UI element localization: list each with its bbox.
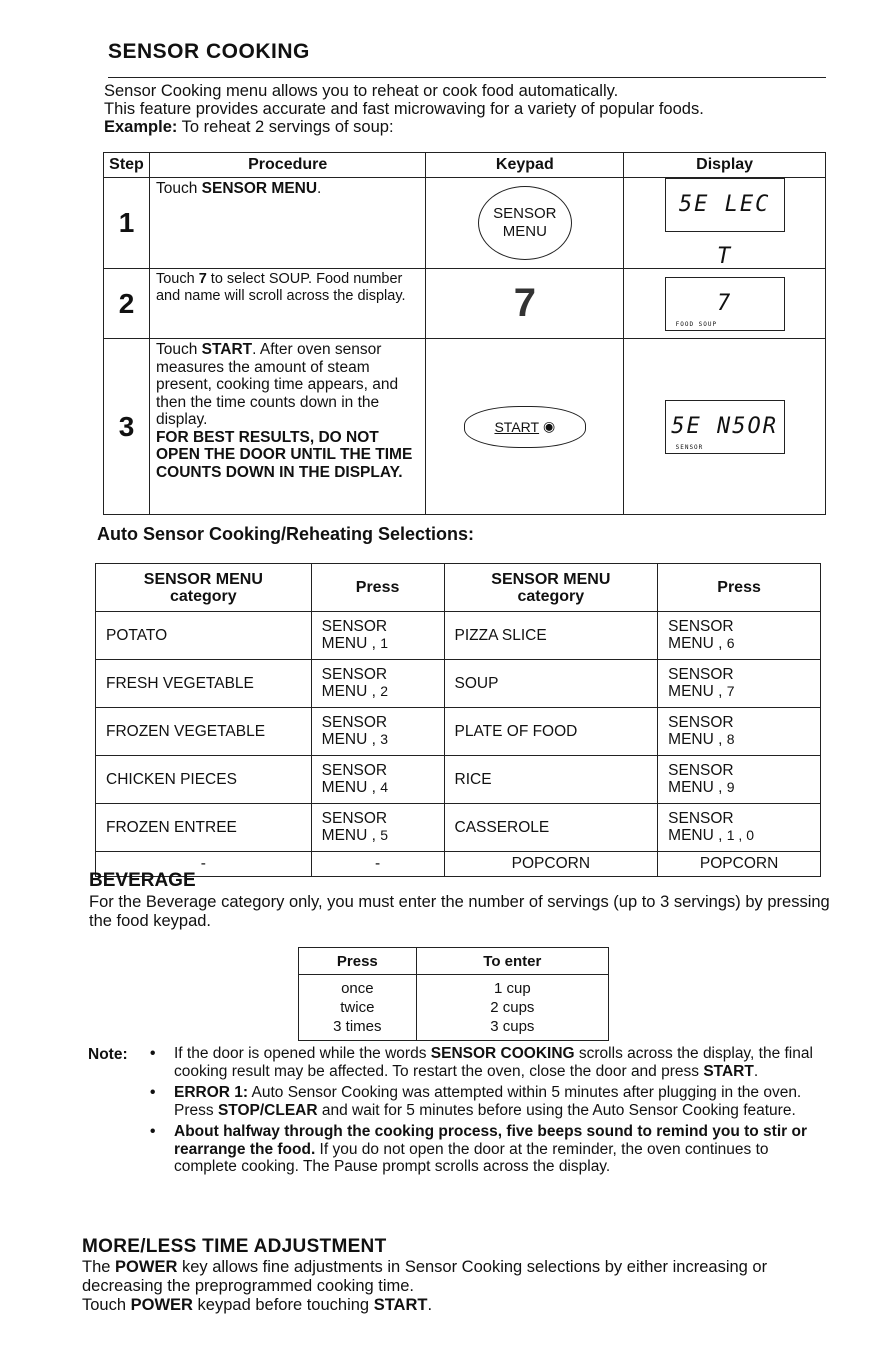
left-press: SENSOR MENU , 2 [311,660,444,708]
left-category: POTATO [96,612,312,660]
selections-table [95,563,821,877]
header-display: Display [624,153,826,178]
header-category-right: SENSOR MENU category [444,564,658,612]
beverage-title: BEVERAGE [89,870,196,891]
lcd-display: 5E LEC T [665,178,785,232]
header-press-right: Press [658,564,821,612]
right-category: RICE [444,756,658,804]
right-category: CASSEROLE [444,804,658,852]
page-title: SENSOR COOKING [108,40,310,63]
right-press: SENSOR MENU , 8 [658,708,821,756]
title-rule [108,77,826,78]
selections-heading: Auto Sensor Cooking/Reheating Selections: [97,524,475,544]
last-left-press: - [311,852,444,877]
notes-list [150,1045,815,1180]
right-press: SENSOR MENU , 6 [658,612,821,660]
example-label: Example: [104,118,178,136]
step-keypad [426,269,624,339]
step-display [624,339,826,515]
note-label: Note: [88,1046,128,1063]
number-7-key[interactable]: 7 [513,281,536,325]
step-display [624,178,826,269]
start-key[interactable]: START ◉ [464,406,586,448]
more-less-title: MORE/LESS TIME ADJUSTMENT [82,1236,387,1257]
left-press: SENSOR MENU , 3 [311,708,444,756]
steps-table [103,152,826,515]
selection-row [96,804,821,852]
step-procedure: Touch 7 to select SOUP. Food number and name will scroll across the display. [149,269,425,339]
right-category: PLATE OF FOOD [444,708,658,756]
right-press: SENSOR MENU , 9 [658,756,821,804]
bev-enter-list: 1 cup 2 cups 3 cups [416,975,608,1041]
bev-press-list: once twice 3 times [299,975,417,1041]
bev-header-enter: To enter [416,948,608,975]
step-keypad [426,178,624,269]
lcd-display: 5E N5OR SENSOR [665,400,785,454]
beverage-text: For the Beverage category only, you must enter the number of servings (up to 3 servings) by pressing the food keypad. [89,893,830,930]
bev-header-press: Press [299,948,417,975]
selection-row [96,612,821,660]
step-number: 2 [104,269,150,339]
left-press: SENSOR MENU , 1 [311,612,444,660]
header-category-left: SENSOR MENU category [96,564,312,612]
start-icon: ◉ [542,418,556,434]
step-warning: FOR BEST RESULTS, DO NOT OPEN THE DOOR UNTIL THE TIME COUNTS DOWN IN THE DISPLAY. [155,428,413,481]
last-left-category: - [96,852,312,877]
example-text: To reheat 2 servings of soup: [177,118,394,136]
right-press: SENSOR MENU , 7 [658,660,821,708]
left-category: FROZEN ENTREE [96,804,312,852]
right-category: SOUP [444,660,658,708]
lcd-display: 7 FOOD SOUP [665,277,785,331]
step-display [624,269,826,339]
step-number: 1 [104,178,150,269]
selection-row [96,756,821,804]
left-category: FRESH VEGETABLE [96,660,312,708]
left-press: SENSOR MENU , 5 [311,804,444,852]
step-number: 3 [104,339,150,515]
intro-line-1: Sensor Cooking menu allows you to reheat or cook food automatically. [104,82,619,100]
intro-line-2: This feature provides accurate and fast microwaving for a variety of popular foods. [104,100,704,118]
selection-row [96,708,821,756]
note-item: • If the door is opened while the words SENSOR COOKING scrolls across the display, the final cooking result may be affected. To restart the oven, close the door and press START. [150,1045,815,1080]
left-category: CHICKEN PIECES [96,756,312,804]
note-item: • ERROR 1: Auto Sensor Cooking was attempted within 5 minutes after plugging in the oven. Press STOP/CLEAR and wait for 5 minutes before using the Auto Sensor Cooking feature. [150,1084,815,1119]
header-press-left: Press [311,564,444,612]
last-right-press: POPCORN [658,852,821,877]
intro-example [104,118,394,136]
more-less-text: The POWER key allows fine adjustments in Sensor Cooking selections by either increasing or decreasing the preprogrammed cooking time. Touch POWER keypad before touching START. [82,1258,768,1314]
step-procedure: Touch SENSOR MENU. [149,178,425,269]
left-press: SENSOR MENU , 4 [311,756,444,804]
note-item: • About halfway through the cooking process, five beeps sound to remind you to stir or rearrange the food. If you do not open the door at the reminder, the oven continues to complete cooking. The Pause prompt scrolls across the display. [150,1123,815,1176]
header-keypad: Keypad [426,153,624,178]
header-procedure: Procedure [149,153,425,178]
step-keypad [426,339,624,515]
left-category: FROZEN VEGETABLE [96,708,312,756]
header-step: Step [104,153,150,178]
sensor-menu-key[interactable]: SENSOR MENU [478,186,572,260]
right-press: SENSOR MENU , 1 , 0 [658,804,821,852]
last-right-category: POPCORN [444,852,658,877]
selection-row [96,660,821,708]
step-procedure: Touch START. After oven sensor measures the amount of steam present, cooking time appears, and then the time counts down in the display. FOR BEST RESULTS, DO NOT OPEN THE DOOR UNTIL THE TIME COUNTS DOWN IN THE DISPLAY. [149,339,425,515]
right-category: PIZZA SLICE [444,612,658,660]
beverage-table [298,947,609,1041]
